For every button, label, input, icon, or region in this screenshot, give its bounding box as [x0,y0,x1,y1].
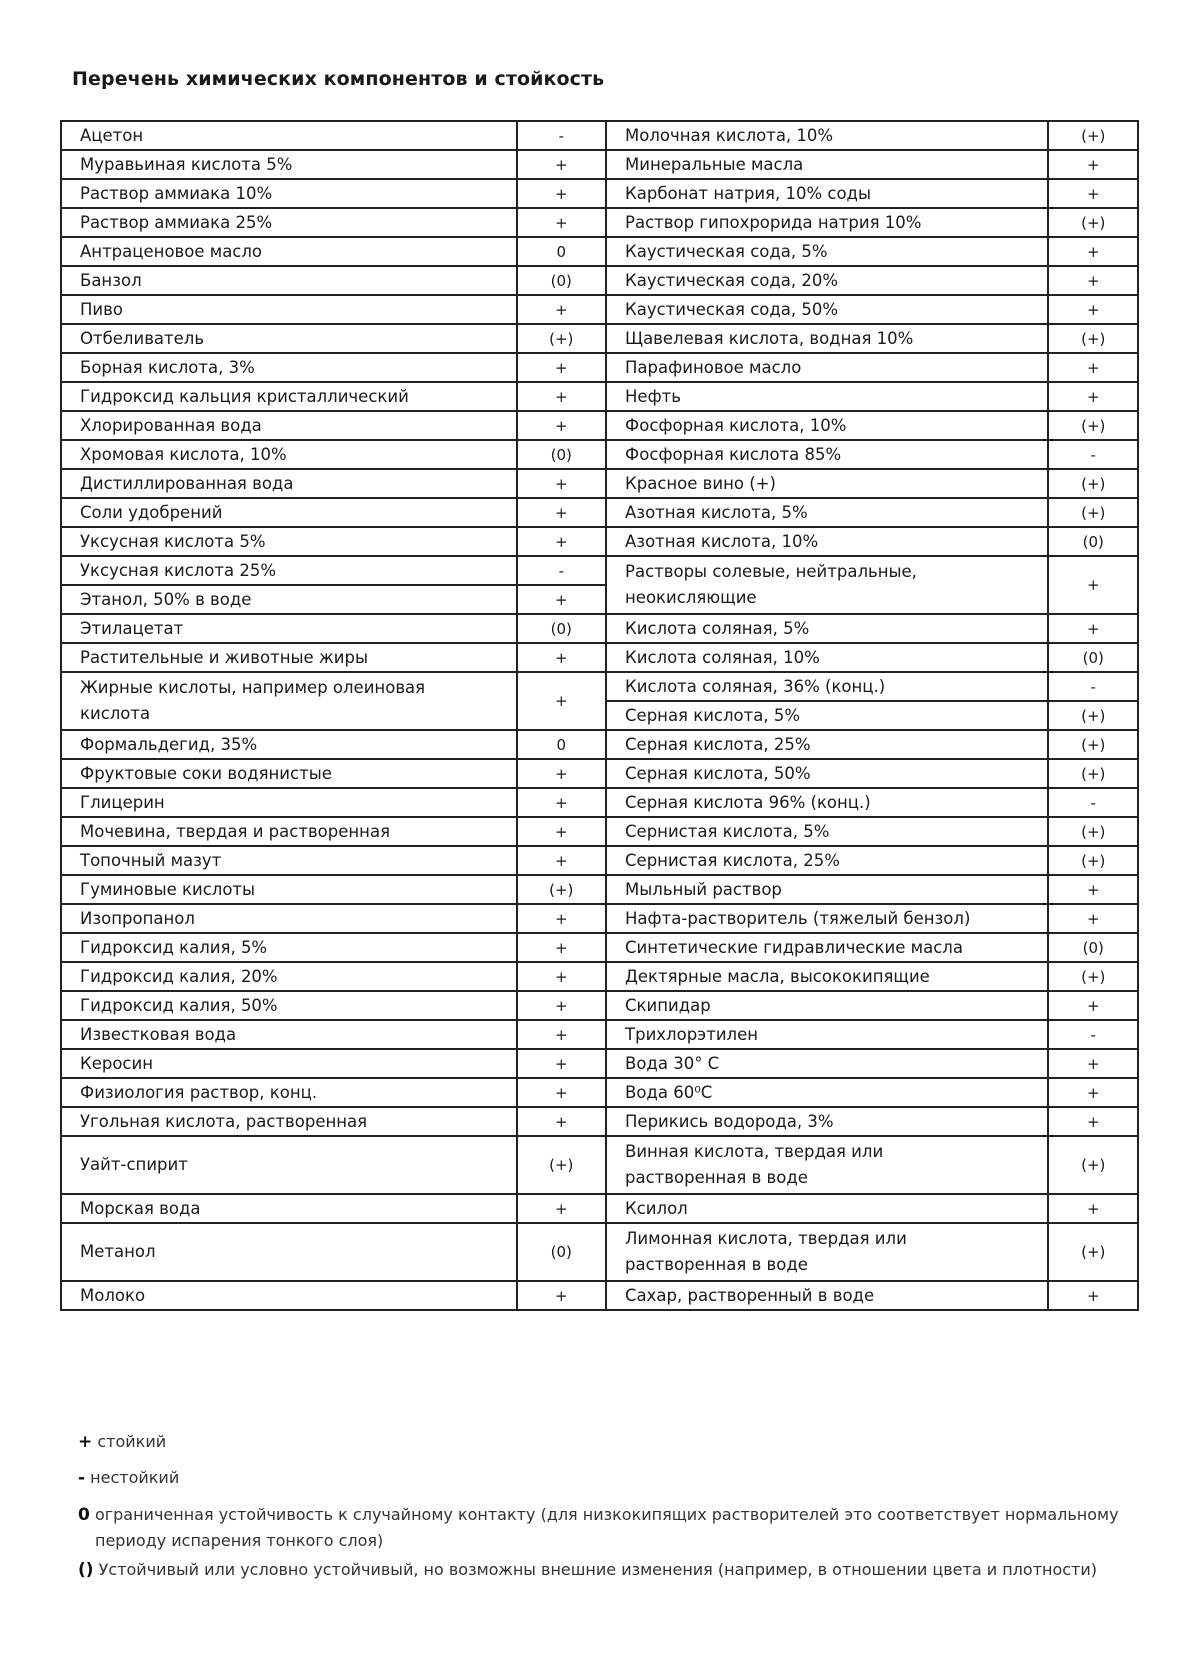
chemical-name: Кислота соляная, 36% (конц.) [606,672,1048,701]
chemical-name: Сернистая кислота, 25% [606,846,1048,875]
legend-plus [78,1432,166,1452]
resistance-value: (0) [1048,643,1138,672]
chemical-name: Морская вода [61,1194,517,1223]
legend-minus [78,1468,179,1488]
chemical-name: Этилацетат [61,614,517,643]
chemical-name: Пиво [61,295,517,324]
table-row [61,614,1138,643]
resistance-value: (+) [1048,121,1138,150]
resistance-value: + [517,759,606,788]
table-row [61,295,1138,324]
chemical-name: Дектярные масла, высококипящие [606,962,1048,991]
chemical-name: Фосфорная кислота 85% [606,440,1048,469]
table-row [61,1194,1138,1223]
table-row [61,846,1138,875]
table-row [61,556,1138,585]
chemical-name: Нафта-растворитель (тяжелый бензол) [606,904,1048,933]
table-row [61,266,1138,295]
chemical-name: Физиология раствор, конц. [61,1078,517,1107]
resistance-value: (+) [1048,1223,1138,1281]
chemical-name: Раствор аммиака 10% [61,179,517,208]
chemical-name: Уайт-спирит [61,1136,517,1194]
chemical-name: Отбеливатель [61,324,517,353]
resistance-value: + [517,1020,606,1049]
resistance-value: + [517,382,606,411]
chemical-name: Каустическая сода, 20% [606,266,1048,295]
chemical-name: Молочная кислота, 10% [606,121,1048,150]
table-body [61,121,1138,1310]
legend-symbol: + [78,1432,93,1452]
resistance-value: (+) [1048,411,1138,440]
chemical-name: Перикись водорода, 3% [606,1107,1048,1136]
chemical-name: Раствор аммиака 25% [61,208,517,237]
chemical-name: Гидроксид кальция кристаллический [61,382,517,411]
legend-text-cont: периоду испарения тонкого слоя) [95,1531,384,1550]
resistance-value: + [517,411,606,440]
resistance-value: (+) [1048,701,1138,730]
chemical-name: Кислота соляная, 10% [606,643,1048,672]
table-row [61,643,1138,672]
resistance-value: (+) [517,1136,606,1194]
table-row [61,469,1138,498]
chemical-name: Серная кислота, 50% [606,759,1048,788]
resistance-value: + [517,933,606,962]
resistance-value: - [1048,672,1138,701]
chemical-name: Нефть [606,382,1048,411]
resistance-value: (+) [1048,498,1138,527]
resistance-value: (+) [1048,469,1138,498]
chemical-name: Щавелевая кислота, водная 10% [606,324,1048,353]
resistance-value: + [1048,237,1138,266]
resistance-value: (+) [517,324,606,353]
chemical-name: Мочевина, твердая и растворенная [61,817,517,846]
table-row [61,1078,1138,1107]
chemical-name: Глицерин [61,788,517,817]
chemical-name: Угольная кислота, растворенная [61,1107,517,1136]
resistance-value: + [517,527,606,556]
table-row [61,1049,1138,1078]
resistance-value: (0) [517,1223,606,1281]
resistance-value: + [517,469,606,498]
resistance-value: 0 [517,237,606,266]
chemical-name: Ацетон [61,121,517,150]
chemical-name: Гуминовые кислоты [61,875,517,904]
chemical-name: Дистиллированная вода [61,469,517,498]
chemical-name: Молоко [61,1281,517,1310]
chemical-name: Гидроксид калия, 5% [61,933,517,962]
chemical-name: Хромовая кислота, 10% [61,440,517,469]
chemical-name: Вода 60⁰С [606,1078,1048,1107]
chemical-name: Этанол, 50% в воде [61,585,517,614]
table-row [61,730,1138,759]
chemical-name: Серная кислота, 5% [606,701,1048,730]
chemical-name: Мыльный раствор [606,875,1048,904]
legend-zero [78,1502,1138,1554]
resistance-value: (+) [1048,846,1138,875]
resistance-value: (+) [1048,324,1138,353]
chemical-name-line: Жирные кислоты, например олеиновая [80,678,426,697]
legend-text: ограниченная устойчивость к случайному контакту (для низкокипящих растворителей это соответствует нормальному [94,1505,1119,1524]
resistance-value: + [1048,1049,1138,1078]
resistance-value: + [517,1107,606,1136]
resistance-value: + [1048,556,1138,614]
resistance-value: - [1048,1020,1138,1049]
legend-symbol: - [78,1468,86,1488]
resistance-value: (+) [1048,759,1138,788]
chemical-name: Вода 30° С [606,1049,1048,1078]
resistance-value: (+) [1048,817,1138,846]
resistance-value: + [1048,1194,1138,1223]
table-row [61,498,1138,527]
legend-paren [78,1560,1148,1580]
legend-text: стойкий [97,1432,167,1451]
chemical-name: Керосин [61,1049,517,1078]
resistance-value: + [1048,875,1138,904]
chemical-name: Синтетические гидравлические масла [606,933,1048,962]
table-row [61,672,1138,701]
chemical-name: Изопропанол [61,904,517,933]
chemical-name: Серная кислота, 25% [606,730,1048,759]
resistance-value: + [1048,1107,1138,1136]
resistance-value: + [1048,991,1138,1020]
chemical-name: Формальдегид, 35% [61,730,517,759]
table-row [61,1136,1138,1194]
resistance-value: (+) [1048,730,1138,759]
chemical-name: Муравьиная кислота 5% [61,150,517,179]
resistance-value: - [517,556,606,585]
chemical-name [61,672,517,730]
resistance-value: + [517,1281,606,1310]
resistance-value: + [517,585,606,614]
resistance-value: + [1048,1281,1138,1310]
table-row [61,150,1138,179]
resistance-value: + [517,1194,606,1223]
chemical-name: Каустическая сода, 5% [606,237,1048,266]
chemical-name: Гидроксид калия, 50% [61,991,517,1020]
resistance-value: (0) [1048,933,1138,962]
resistance-value: + [517,643,606,672]
chemical-name: Соли удобрений [61,498,517,527]
legend-symbol: () [78,1560,94,1580]
resistance-value: (0) [517,440,606,469]
table-row [61,1107,1138,1136]
chemical-name-line: Растворы солевые, нейтральные, [625,562,917,581]
chemical-name-line: растворенная в воде [625,1255,808,1274]
chemical-name: Метанол [61,1223,517,1281]
resistance-value: (0) [1048,527,1138,556]
legend-text: нестойкий [90,1468,180,1487]
chemical-name: Азотная кислота, 10% [606,527,1048,556]
chemical-name: Каустическая сода, 50% [606,295,1048,324]
chemical-name: Известковая вода [61,1020,517,1049]
resistance-value: + [1048,382,1138,411]
resistance-value: - [517,121,606,150]
table-row [61,179,1138,208]
table-row [61,1223,1138,1281]
chemical-name: Растительные и животные жиры [61,643,517,672]
resistance-value: - [1048,788,1138,817]
resistance-value: (+) [1048,208,1138,237]
chemical-name: Уксусная кислота 5% [61,527,517,556]
resistance-value: + [517,817,606,846]
chemical-name-line: растворенная в воде [625,1168,808,1187]
table-row [61,991,1138,1020]
chemical-name [606,1223,1048,1281]
resistance-value: + [517,962,606,991]
table-row [61,1281,1138,1310]
resistance-value: + [517,295,606,324]
chemical-name: Топочный мазут [61,846,517,875]
table-row [61,817,1138,846]
table-row [61,237,1138,266]
resistance-value: + [517,1049,606,1078]
resistance-value: + [1048,353,1138,382]
chemical-name: Карбонат натрия, 10% соды [606,179,1048,208]
chemical-name: Уксусная кислота 25% [61,556,517,585]
chemical-name-line: неокисляющие [625,588,757,607]
chemical-name: Ксилол [606,1194,1048,1223]
table-row [61,382,1138,411]
chemical-name: Сернистая кислота, 5% [606,817,1048,846]
resistance-value: + [1048,266,1138,295]
resistance-value: (0) [517,614,606,643]
table-row [61,411,1138,440]
resistance-value: + [517,179,606,208]
chemical-name: Азотная кислота, 5% [606,498,1048,527]
chemical-name-line: Винная кислота, твердая или [625,1142,884,1161]
table-row [61,527,1138,556]
table-row [61,788,1138,817]
chemical-name: Банзол [61,266,517,295]
resistance-value: + [517,846,606,875]
chemical-name-line: кислота [80,704,151,723]
chemical-name: Парафиновое масло [606,353,1048,382]
table-row [61,759,1138,788]
chemical-name: Фруктовые соки водянистые [61,759,517,788]
resistance-value: + [1048,1078,1138,1107]
table-row [61,875,1138,904]
resistance-value: + [1048,904,1138,933]
table-row [61,324,1138,353]
resistance-value: (0) [517,266,606,295]
table-row [61,208,1138,237]
chemical-name [606,556,1048,614]
resistance-value: 0 [517,730,606,759]
legend-symbol: 0 [78,1505,90,1525]
table-row [61,1020,1138,1049]
resistance-value: (+) [517,875,606,904]
table-row [61,440,1138,469]
resistance-value: + [517,208,606,237]
resistance-value: + [517,498,606,527]
chemical-name [606,1136,1048,1194]
table-row [61,353,1138,382]
table-row [61,933,1138,962]
chemical-name: Минеральные масла [606,150,1048,179]
chemical-name: Серная кислота 96% (конц.) [606,788,1048,817]
resistance-value: + [517,672,606,730]
chemical-name: Красное вино (+) [606,469,1048,498]
chemical-name: Антраценовое масло [61,237,517,266]
resistance-value: + [1048,295,1138,324]
chemical-name: Борная кислота, 3% [61,353,517,382]
resistance-value: + [517,150,606,179]
chemical-name-line: Лимонная кислота, твердая или [625,1229,907,1248]
resistance-value: + [517,991,606,1020]
page-title: Перечень химических компонентов и стойкость [72,68,605,90]
resistance-value: + [517,1078,606,1107]
chemical-name: Хлорированная вода [61,411,517,440]
resistance-value: + [1048,179,1138,208]
chemical-name: Кислота соляная, 5% [606,614,1048,643]
table-row [61,121,1138,150]
legend-text: Устойчивый или условно устойчивый, но возможны внешние изменения (например, в отношении цвета и плотности) [98,1560,1098,1579]
chemical-name: Трихлорэтилен [606,1020,1048,1049]
chemical-resistance-table [60,120,1139,1311]
resistance-value: (+) [1048,1136,1138,1194]
table-row [61,962,1138,991]
resistance-value: + [1048,150,1138,179]
resistance-value: + [517,353,606,382]
chemical-name: Раствор гипохрорида натрия 10% [606,208,1048,237]
resistance-value: + [517,788,606,817]
resistance-value: - [1048,440,1138,469]
chemical-name: Гидроксид калия, 20% [61,962,517,991]
chemical-name: Фосфорная кислота, 10% [606,411,1048,440]
table-row [61,904,1138,933]
chemical-name: Скипидар [606,991,1048,1020]
resistance-value: (+) [1048,962,1138,991]
resistance-value: + [1048,614,1138,643]
resistance-value: + [517,904,606,933]
chemical-name: Сахар, растворенный в воде [606,1281,1048,1310]
